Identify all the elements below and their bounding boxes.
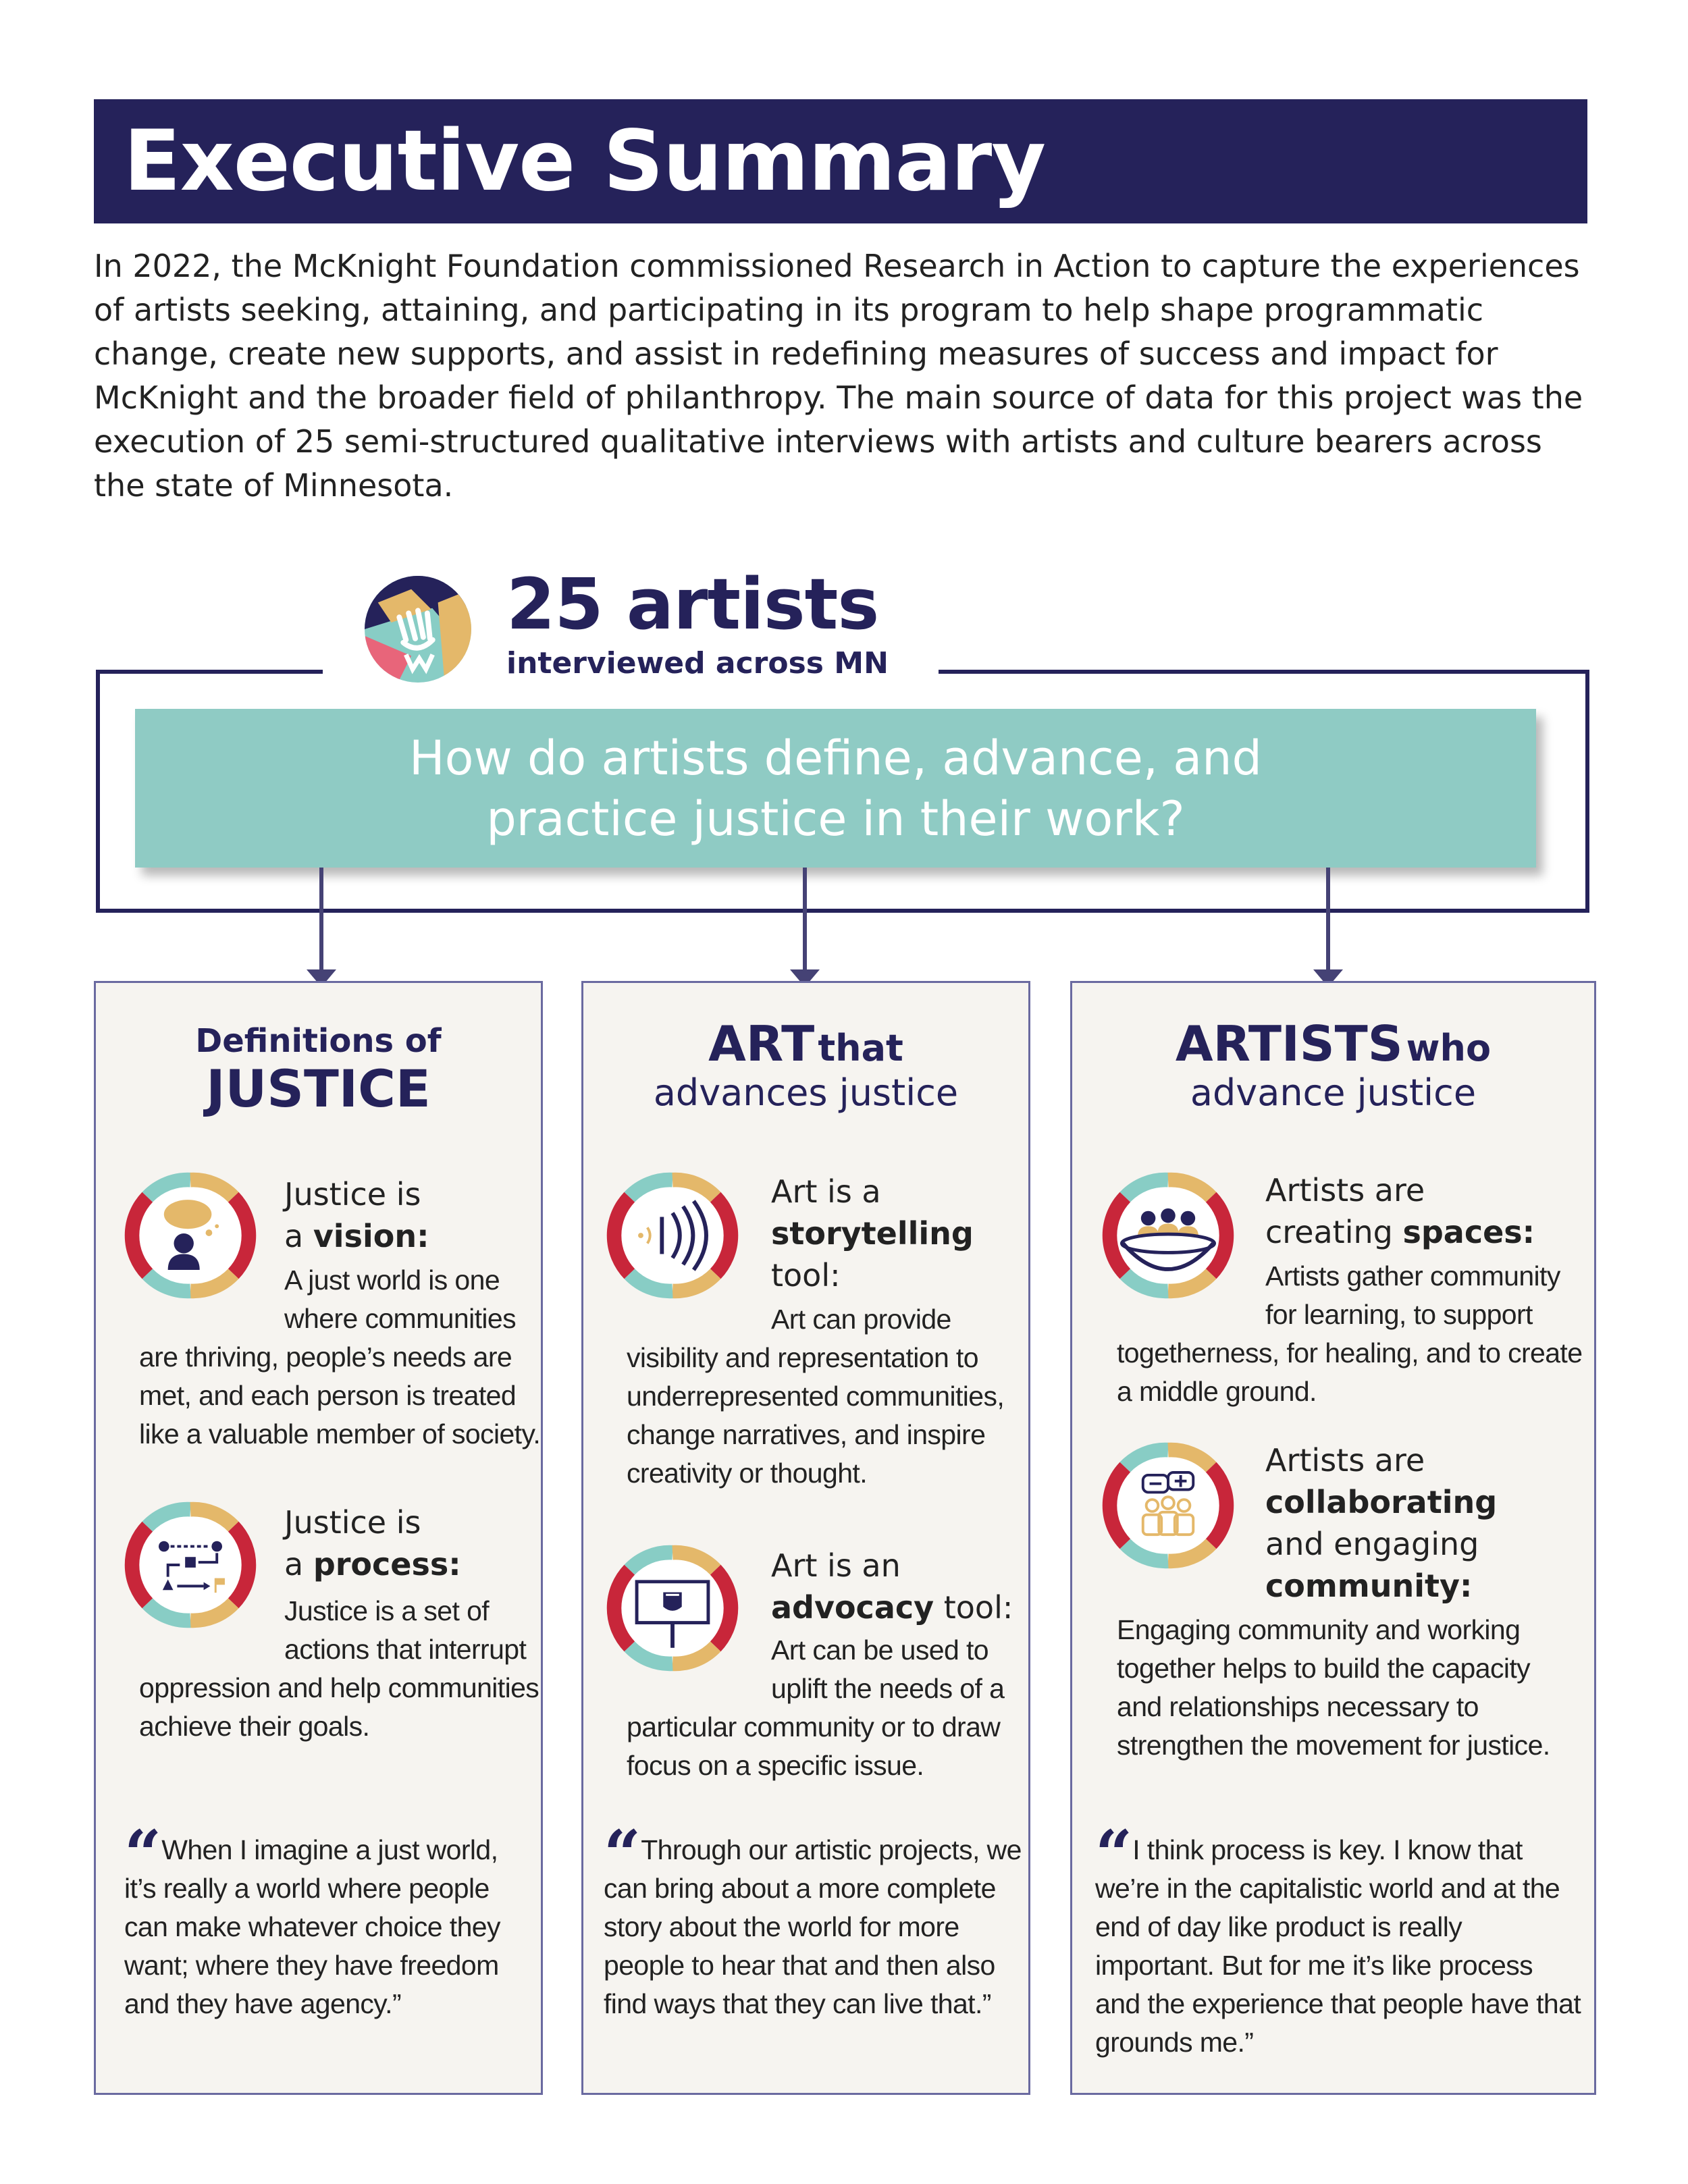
spaces-body-top: Artists gather community for learning, to support — [1265, 1260, 1560, 1330]
vision-lead: Justice is a vision: — [284, 1176, 429, 1254]
column-art — [581, 981, 1030, 2095]
process-lead: Justice is a process: — [284, 1504, 461, 1582]
central-question — [135, 709, 1536, 868]
column-title-big: JUSTICE — [206, 1059, 431, 1119]
advocacy-lead: Art is an advocacy tool: — [771, 1547, 1013, 1626]
sound-waves-icon — [606, 1169, 739, 1302]
spaces-body-bottom: togetherness, for healing, and to create a middle ground. — [1117, 1337, 1583, 1407]
thinking-person-icon — [124, 1169, 257, 1302]
column-artists — [1070, 981, 1596, 2095]
process-body-top: Justice is a set of actions that interrupt — [284, 1595, 527, 1665]
quote-mark-icon: “ — [604, 1816, 637, 1892]
column-title-line2: advances justice — [653, 1071, 959, 1114]
quote-art: “ Through our artistic projects, we can bring about a more complete story about the world for more people to hear that and then also find ways that they can live that.” — [604, 1816, 1022, 2019]
collaborating-lead: Artists are collaborating and engaging community: — [1265, 1442, 1498, 1604]
storytelling-body-top: Art can provide — [771, 1304, 951, 1335]
quote-mark-icon: “ — [124, 1816, 158, 1892]
advocacy-body-top: Art can be used to uplift the needs of a — [771, 1634, 1005, 1704]
title-banner — [94, 99, 1587, 223]
column-title: ARTISTS who — [1175, 1015, 1492, 1072]
intro-paragraph — [94, 244, 1600, 508]
protest-sign-icon — [606, 1542, 739, 1674]
intro-text: In 2022, the McKnight Foundation commissioned Research in Action to capture the experiences of artists seeking, attaining, and participating in its program to help shape programmatic change, create new supports, and assist in redefining measures of success and impact for McKnight and the broader field of philanthropy. The main source of data for this project was the execution of 25 semi-structured qualitative interviews with artists and culture bearers across the state of Minnesota. — [94, 248, 1583, 504]
advocacy-body-bottom: particular community or to draw focus on a specific issue. — [627, 1711, 1001, 1781]
frame-top-right — [939, 670, 1589, 674]
hand-logo-icon — [365, 576, 471, 683]
storytelling-body-bottom: visibility and representation to underrepresented communities, change narratives, and inspire creativity or thought. — [627, 1342, 1005, 1489]
column-justice-definitions — [94, 981, 543, 2095]
column-title-line2: advance justice — [1190, 1071, 1477, 1114]
quote-mark-icon: “ — [1095, 1816, 1129, 1892]
stat-caption: interviewed across MN — [506, 646, 889, 681]
connector-line-2 — [803, 868, 807, 970]
process-flow-icon — [124, 1499, 257, 1631]
column-title-small: Definitions of — [195, 1022, 442, 1060]
question-text: How do artists define, advance, and practice justice in their work? — [409, 730, 1262, 847]
stat-number: 25 artists — [506, 563, 879, 645]
spaces-lead: Artists are creating spaces: — [1265, 1172, 1535, 1250]
connector-line-3 — [1326, 868, 1330, 970]
page-title: Executive Summary — [124, 113, 1046, 210]
collaborating-body: Engaging community and working together helps to build the capacity and relationships necessary to strengthen the movement for justice. — [1117, 1614, 1550, 1761]
quote-justice: “ When I imagine a just world, it’s really a world where people can make whatever choice they want; where they have freedom and they have agency.” — [124, 1816, 500, 2019]
connector-line-1 — [319, 868, 323, 970]
frame-top-left — [96, 670, 323, 674]
gathering-table-icon — [1102, 1169, 1234, 1302]
collaboration-group-icon — [1102, 1439, 1234, 1572]
process-body-bottom: oppression and help communities achieve their goals. — [139, 1672, 539, 1742]
quote-artists: “ I think process is key. I know that we’re in the capitalistic world and at the end of day like product is really important. But for me it’s like process and the experience that people have that grounds me.” — [1095, 1816, 1581, 2058]
vision-body-top: A just world is one where communities — [284, 1264, 516, 1334]
storytelling-lead: Art is a storytelling tool: — [771, 1173, 974, 1294]
vision-body-bottom: are thriving, people’s needs are met, and each person is treated like a valuable member of society. — [139, 1341, 541, 1449]
column-title: ART that — [708, 1015, 903, 1072]
